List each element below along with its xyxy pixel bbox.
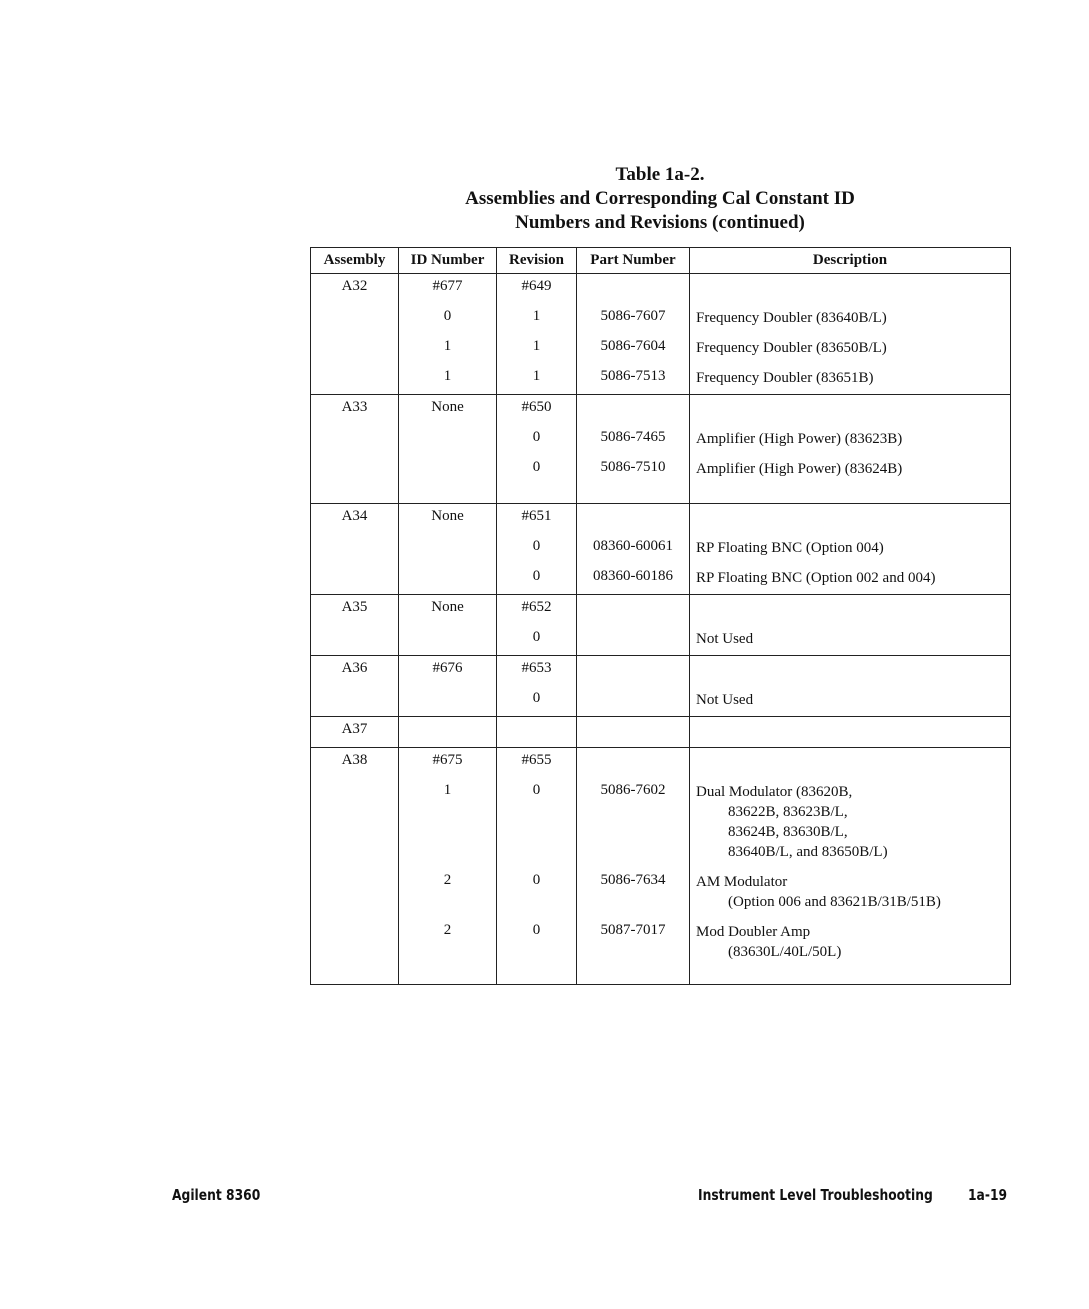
assembly-cell — [311, 395, 399, 426]
revision-cell — [497, 656, 577, 687]
part-number-cell — [577, 595, 690, 626]
revision-cell — [497, 778, 577, 868]
id-number-cell-text: 1 — [443, 782, 452, 798]
description-text: Frequency Doubler (83651B) — [696, 370, 874, 386]
revision-cell — [497, 625, 577, 656]
revision-cell-text: 0 — [532, 429, 541, 445]
assembly-cell — [311, 868, 399, 918]
revision-cell-text: #649 — [521, 278, 552, 294]
table-title-label: Table 1a-2. — [615, 164, 705, 185]
description-text: RP Floating BNC (Option 004) — [696, 540, 884, 556]
part-number-cell — [577, 334, 690, 364]
revision-cell — [497, 455, 577, 485]
spacer-row — [311, 485, 1011, 504]
revision-cell — [497, 564, 577, 595]
description-cell — [690, 504, 1011, 535]
id-number-cell — [399, 918, 497, 968]
description-cell — [690, 868, 1011, 918]
assembly-cell-text: A37 — [341, 721, 368, 737]
id-number-cell — [399, 686, 497, 717]
assembly-cell — [311, 364, 399, 395]
id-number-cell — [399, 334, 497, 364]
assembly-cell — [311, 425, 399, 455]
assembly-group — [311, 274, 1011, 395]
table-row — [311, 748, 1011, 779]
part-number-cell-text: 5086-7634 — [600, 872, 666, 888]
footer-section: Instrument Level Troubleshooting — [698, 1186, 933, 1204]
description-cell — [690, 656, 1011, 687]
revision-cell-text: 1 — [532, 308, 541, 324]
id-number-cell — [399, 504, 497, 535]
part-number-cell-text: 5086-7513 — [600, 368, 666, 384]
id-number-cell-text: #676 — [432, 660, 463, 676]
spacer-cell — [690, 485, 1011, 504]
description-cell — [690, 778, 1011, 868]
revision-cell — [497, 304, 577, 334]
assembly-cell — [311, 717, 399, 748]
revision-cell-text: 0 — [532, 782, 541, 798]
table-row — [311, 686, 1011, 717]
id-number-cell — [399, 625, 497, 656]
footer-left: Agilent 8360 — [172, 1186, 261, 1204]
revision-cell-text: 0 — [532, 459, 541, 475]
description-cell — [690, 918, 1011, 968]
id-number-cell-text: 0 — [443, 308, 452, 324]
table-row — [311, 625, 1011, 656]
assembly-cell — [311, 918, 399, 968]
assembly-cell — [311, 778, 399, 868]
part-number-cell — [577, 504, 690, 535]
table-row — [311, 304, 1011, 334]
part-number-cell — [577, 625, 690, 656]
assembly-group — [311, 595, 1011, 656]
description-text: AM Modulator — [696, 874, 788, 890]
spacer-cell — [399, 485, 497, 504]
revision-cell — [497, 595, 577, 626]
revision-cell — [497, 504, 577, 535]
description-text: Dual Modulator (83620B, — [696, 784, 853, 800]
id-number-cell — [399, 304, 497, 334]
part-number-cell — [577, 455, 690, 485]
assembly-cell — [311, 595, 399, 626]
assembly-cell — [311, 625, 399, 656]
id-number-cell — [399, 868, 497, 918]
id-number-cell-text: None — [431, 399, 464, 415]
description-cell — [690, 334, 1011, 364]
table-row — [311, 425, 1011, 455]
id-number-cell — [399, 455, 497, 485]
id-number-cell-text: 1 — [443, 368, 452, 384]
id-number-cell-text: 2 — [443, 922, 452, 938]
spacer-cell — [577, 485, 690, 504]
description-continuation: (83630L/40L/50L) — [728, 944, 842, 960]
table-row — [311, 395, 1011, 426]
assembly-group — [311, 656, 1011, 717]
assemblies-table — [310, 247, 1011, 985]
revision-cell-text: 0 — [532, 629, 541, 645]
part-number-cell-text: 08360-60061 — [593, 538, 673, 554]
assembly-cell — [311, 304, 399, 334]
part-number-cell — [577, 534, 690, 564]
id-number-cell — [399, 564, 497, 595]
spacer-cell — [497, 968, 577, 985]
description-text: Frequency Doubler (83650B/L) — [696, 340, 887, 356]
assembly-cell-text: A32 — [341, 278, 368, 294]
description-continuation: 83624B, 83630B/L, — [728, 824, 848, 840]
id-number-cell — [399, 595, 497, 626]
revision-cell — [497, 868, 577, 918]
description-text: Not Used — [696, 692, 754, 708]
id-number-cell — [399, 717, 497, 748]
table-row — [311, 656, 1011, 687]
description-text: Amplifier (High Power) (83623B) — [696, 431, 903, 447]
table-row — [311, 534, 1011, 564]
column-header-revision: Revision — [497, 248, 577, 274]
part-number-cell — [577, 686, 690, 717]
description-cell — [690, 395, 1011, 426]
spacer-cell — [399, 968, 497, 985]
revision-cell-text: 0 — [532, 690, 541, 706]
id-number-cell-text: None — [431, 508, 464, 524]
table-title — [310, 163, 1010, 235]
id-number-cell — [399, 656, 497, 687]
table-row — [311, 868, 1011, 918]
table-title-line-2: Assemblies and Corresponding Cal Constant ID — [465, 188, 855, 209]
revision-cell-text: 0 — [532, 568, 541, 584]
id-number-cell — [399, 534, 497, 564]
assembly-cell — [311, 274, 399, 305]
description-text: Amplifier (High Power) (83624B) — [696, 461, 903, 477]
assembly-group — [311, 748, 1011, 985]
part-number-cell-text: 5086-7510 — [600, 459, 666, 475]
assembly-cell — [311, 534, 399, 564]
part-number-cell-text: 5086-7604 — [600, 338, 666, 354]
revision-cell — [497, 364, 577, 395]
part-number-cell — [577, 748, 690, 779]
id-number-cell-text: 1 — [443, 338, 452, 354]
revision-cell-text: 0 — [532, 872, 541, 888]
revision-cell — [497, 334, 577, 364]
revision-cell — [497, 717, 577, 748]
assembly-group — [311, 504, 1011, 595]
table-title-line-3: Numbers and Revisions (continued) — [515, 212, 805, 233]
table-row — [311, 595, 1011, 626]
description-cell — [690, 304, 1011, 334]
description-cell — [690, 364, 1011, 395]
assembly-cell — [311, 748, 399, 779]
revision-cell — [497, 425, 577, 455]
assembly-cell-text: A35 — [341, 599, 368, 615]
assembly-cell — [311, 504, 399, 535]
assembly-cell-text: A34 — [341, 508, 368, 524]
id-number-cell — [399, 778, 497, 868]
table-row — [311, 504, 1011, 535]
part-number-cell — [577, 918, 690, 968]
description-text: Mod Doubler Amp — [696, 924, 811, 940]
description-continuation: 83640B/L, and 83650B/L) — [728, 844, 888, 860]
description-text: RP Floating BNC (Option 002 and 004) — [696, 570, 936, 586]
assembly-group — [311, 717, 1011, 748]
revision-cell-text: #653 — [521, 660, 552, 676]
part-number-cell — [577, 425, 690, 455]
table-row — [311, 455, 1011, 485]
revision-cell-text: 0 — [532, 922, 541, 938]
revision-cell-text: #655 — [521, 752, 552, 768]
id-number-cell — [399, 364, 497, 395]
revision-cell — [497, 748, 577, 779]
assembly-cell — [311, 686, 399, 717]
part-number-cell-text: 5086-7465 — [600, 429, 666, 445]
id-number-cell-text: #677 — [432, 278, 463, 294]
part-number-cell-text: 5086-7602 — [600, 782, 666, 798]
table-header — [311, 248, 1011, 274]
revision-cell — [497, 395, 577, 426]
assembly-group — [311, 395, 1011, 504]
column-header-assembly: Assembly — [311, 248, 399, 274]
revision-cell-text: 1 — [532, 368, 541, 384]
description-cell — [690, 717, 1011, 748]
description-cell — [690, 686, 1011, 717]
revision-cell-text: 1 — [532, 338, 541, 354]
description-text: Frequency Doubler (83640B/L) — [696, 310, 887, 326]
assembly-cell-text: A33 — [341, 399, 368, 415]
column-header-description: Description — [690, 248, 1011, 274]
table-row — [311, 918, 1011, 968]
id-number-cell-text: #675 — [432, 752, 463, 768]
revision-cell — [497, 274, 577, 305]
description-cell — [690, 455, 1011, 485]
description-cell — [690, 564, 1011, 595]
footer-page-number: 1a-19 — [968, 1186, 1008, 1204]
table-row — [311, 564, 1011, 595]
revision-cell-text: #652 — [521, 599, 552, 615]
column-header-id-number: ID Number — [399, 248, 497, 274]
part-number-cell — [577, 304, 690, 334]
table-row — [311, 334, 1011, 364]
description-text: Not Used — [696, 631, 754, 647]
revision-cell-text: 0 — [532, 538, 541, 554]
revision-cell — [497, 918, 577, 968]
id-number-cell — [399, 748, 497, 779]
part-number-cell — [577, 395, 690, 426]
revision-cell — [497, 686, 577, 717]
assembly-cell — [311, 564, 399, 595]
description-cell — [690, 625, 1011, 656]
assembly-cell — [311, 455, 399, 485]
table-row — [311, 274, 1011, 305]
part-number-cell-text: 5087-7017 — [600, 922, 666, 938]
spacer-cell — [690, 968, 1011, 985]
part-number-cell — [577, 656, 690, 687]
revision-cell — [497, 534, 577, 564]
id-number-cell — [399, 274, 497, 305]
assembly-cell-text: A38 — [341, 752, 368, 768]
spacer-row — [311, 968, 1011, 985]
spacer-cell — [311, 968, 399, 985]
part-number-cell — [577, 717, 690, 748]
description-continuation: (Option 006 and 83621B/31B/51B) — [728, 894, 941, 910]
description-cell — [690, 748, 1011, 779]
part-number-cell-text: 08360-60186 — [593, 568, 673, 584]
id-number-cell — [399, 395, 497, 426]
table-row — [311, 364, 1011, 395]
description-cell — [690, 595, 1011, 626]
spacer-cell — [577, 968, 690, 985]
id-number-cell — [399, 425, 497, 455]
assembly-cell — [311, 334, 399, 364]
id-number-cell-text: None — [431, 599, 464, 615]
part-number-cell — [577, 868, 690, 918]
spacer-cell — [497, 485, 577, 504]
part-number-cell — [577, 564, 690, 595]
spacer-cell — [311, 485, 399, 504]
id-number-cell-text: 2 — [443, 872, 452, 888]
column-header-part-number: Part Number — [577, 248, 690, 274]
description-cell — [690, 425, 1011, 455]
description-continuation: 83622B, 83623B/L, — [728, 804, 848, 820]
part-number-cell — [577, 274, 690, 305]
part-number-cell — [577, 364, 690, 395]
description-cell — [690, 534, 1011, 564]
assembly-cell — [311, 656, 399, 687]
revision-cell-text: #651 — [521, 508, 552, 524]
part-number-cell-text: 5086-7607 — [600, 308, 666, 324]
table-row — [311, 778, 1011, 868]
table-row — [311, 717, 1011, 748]
assembly-cell-text: A36 — [341, 660, 368, 676]
revision-cell-text: #650 — [521, 399, 552, 415]
part-number-cell — [577, 778, 690, 868]
description-cell — [690, 274, 1011, 305]
